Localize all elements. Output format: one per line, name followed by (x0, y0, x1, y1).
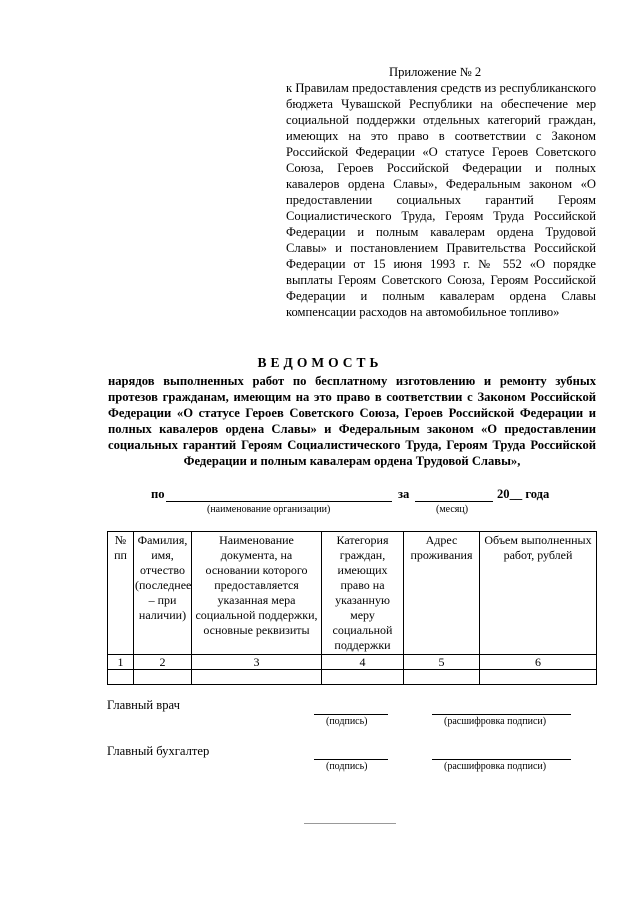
column-number: 3 (192, 655, 322, 670)
column-number: 6 (480, 655, 597, 670)
table-cell[interactable] (322, 670, 404, 685)
table-cell[interactable] (480, 670, 597, 685)
chief-accountant-signature-line[interactable] (314, 758, 388, 760)
statement-table (107, 531, 597, 685)
column-number: 4 (322, 655, 404, 670)
footer-divider (304, 822, 396, 824)
column-number: 5 (404, 655, 480, 670)
document-subtitle: нарядов выполненных работ по бесплатному изготовлению и ремонту зубных протезов гражданам, имеющим на это право в соответствии с Законом Российской Федерации «О статусе Героев Советского Союза, Героев Российской Федерации и полных кавалеров ордена Славы» и Федеральным законом «О предоставлении социальных гарантий Героям Социалистического Труда, Героям Труда Российской Федерации и полным кавалерам ордена Трудовой Славы», (108, 374, 596, 468)
chief-accountant-decoding-line[interactable] (432, 758, 571, 760)
chief-doctor-signature-line[interactable] (314, 713, 388, 715)
month-caption: (месяц) (436, 504, 469, 515)
po-label: по (151, 487, 165, 501)
table-row (108, 670, 597, 685)
table-header-row (108, 532, 597, 655)
appendix-block (286, 64, 596, 320)
column-number: 1 (108, 655, 134, 670)
document-title: ВЕДОМОСТЬ (257, 355, 383, 370)
decoding-caption: (расшифровка подписи) (444, 761, 547, 772)
signature-caption: (подпись) (326, 716, 368, 727)
header-cell: Адрес проживания (404, 532, 480, 655)
organization-caption: (наименование организации) (207, 504, 331, 515)
year-label: 20__ года (497, 487, 550, 501)
appendix-number: Приложение № 2 (389, 65, 482, 79)
organization-line (0, 487, 640, 505)
column-number-row (108, 655, 597, 670)
header-cell: Категория граждан, имеющих право на указанную меру социальной поддержки (322, 532, 404, 655)
signature-caption: (подпись) (326, 761, 368, 772)
header-cell: Наименование документа, на основании которого предоставляется указанная мера социальной поддержки, основные реквизиты (192, 532, 322, 655)
table-cell[interactable] (134, 670, 192, 685)
za-label: за (398, 487, 410, 501)
appendix-text: к Правилам предоставления средств из республиканского бюджета Чувашской Республики на обеспечение мер социальной поддержки отдельных категорий граждан, имеющих на это право в соответствии с Законом Российской Федерации «О статусе Героев Советского Союза, Героев Российской Федерации и полных кавалеров ордена Славы», Федеральным законом «О предоставлении социальных гарантий Героям Социалистического Труда, Героям Труда Российской Федерации и полным кавалерам ордена Трудовой Славы» и постановлением Правительства Российской Федерации от 15 июня 1993 г. № 552 «О порядке выплаты Героям Советского Союза, Героям Российской Федерации и полным кавалерам ордена Славы компенсации расходов на автомобильное топливо» (286, 81, 596, 319)
chief-doctor-label: Главный врач (107, 698, 180, 712)
header-cell: № пп (108, 532, 134, 655)
chief-accountant-label: Главный бухгалтер (107, 744, 210, 758)
header-cell: Объем выполненных работ, рублей (480, 532, 597, 655)
chief-doctor-decoding-line[interactable] (432, 713, 571, 715)
header-cell: Фамилия, имя, отчество (последнее – при наличии) (134, 532, 192, 655)
organization-field[interactable] (166, 487, 392, 502)
column-number: 2 (134, 655, 192, 670)
table-cell[interactable] (404, 670, 480, 685)
table-cell[interactable] (192, 670, 322, 685)
table-cell[interactable] (108, 670, 134, 685)
decoding-caption: (расшифровка подписи) (444, 716, 547, 727)
month-field[interactable] (415, 487, 493, 502)
